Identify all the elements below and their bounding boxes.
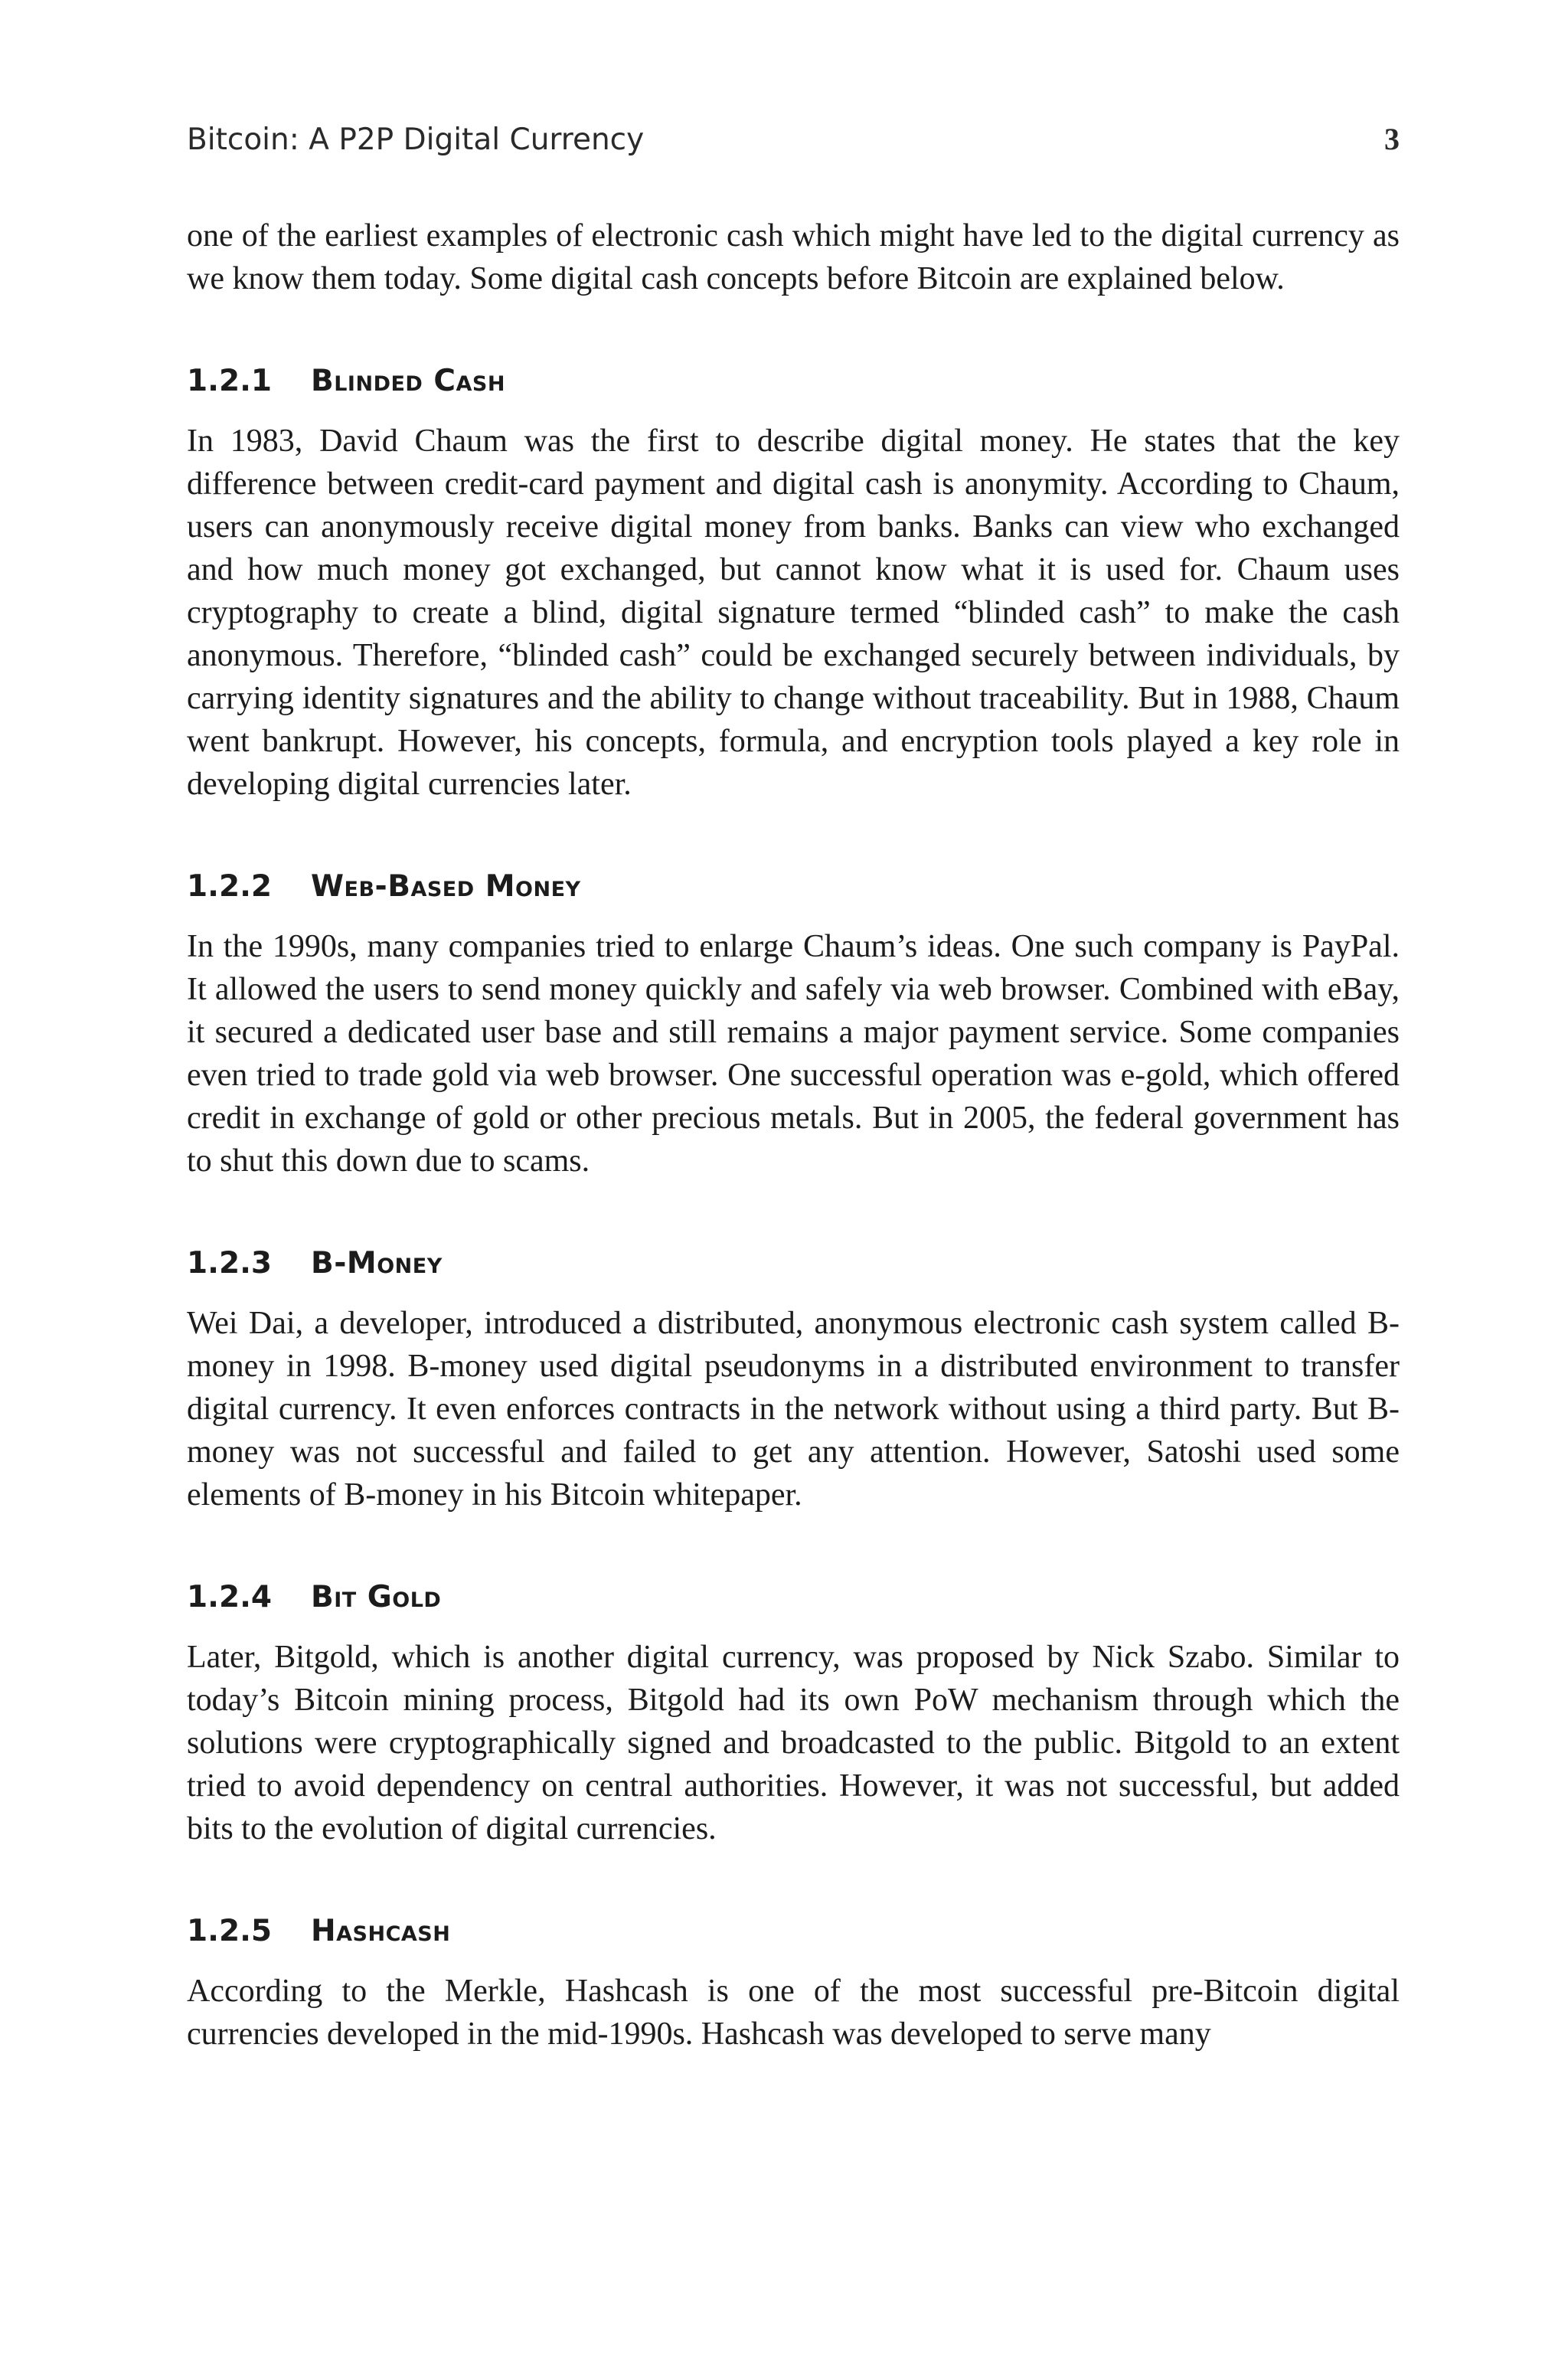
section-number: 1.2.4 [187,1580,273,1614]
section-heading [187,1241,1400,1287]
running-header [187,115,1400,164]
section-heading [187,1575,1400,1621]
section-title: Blinded Cash [311,364,505,398]
section-heading [187,1908,1400,1954]
section-hashcash [187,1908,1400,2056]
section-number: 1.2.5 [187,1914,273,1948]
running-title: Bitcoin: A P2P Digital Currency [187,123,645,157]
section-blinded-cash [187,358,1400,806]
section-paragraph: Wei Dai, a developer, introduced a distributed, anonymous electronic cash system called B-money in 1998. B-money used digital pseudonyms in a distributed environment to transfer digital currency. It even enforces contracts in the network without using a third party. But B-money was not successful and failed to get any attention. However, Satoshi used some elements of B-money in his Bitcoin whitepaper. [187,1306,1400,1513]
intro-paragraph: one of the earliest examples of electronic cash which might have led to the digital currency as we know them today. Some digital cash concepts before Bitcoin are explained below. [187,218,1400,296]
section-paragraph: Later, Bitgold, which is another digital currency, was proposed by Nick Szabo. Similar to today’s Bitcoin mining process, Bitgold had its own PoW mechanism through which the solutions were cryptographically signed and broadcasted to the public. Bitgold to an extent tried to avoid dependency on central authorities. However, it was not successful, but added bits to the evolution of digital currencies. [187,1640,1400,1846]
section-title: Bit Gold [311,1580,442,1614]
section-number: 1.2.1 [187,364,273,398]
section-paragraph: According to the Merkle, Hashcash is one of the most successful pre-Bitcoin digital currencies developed in the mid-1990s. Hashcash was developed to serve many [187,1974,1400,2052]
section-paragraph: In the 1990s, many companies tried to enlarge Chaum’s ideas. One such company is PayPal. It allowed the users to send money quickly and safely via web browser. Combined with eBay, it secured a dedicated user base and still remains a major payment service. Some companies even tried to trade gold via web browser. One successful operation was e-gold, which offered credit in exchange of gold or other precious metals. But in 2005, the federal government has to shut this down due to scams. [187,929,1400,1179]
section-heading [187,864,1400,910]
page-number: 3 [1384,122,1400,156]
section-heading [187,358,1400,404]
section-paragraph: In 1983, David Chaum was the first to describe digital money. He states that the key difference between credit-card payment and digital cash is anonymity. According to Chaum, users can anonymously receive digital money from banks. Banks can view who exchanged and how much money got exchanged, but cannot know what it is used for. Chaum uses cryptography to create a blind, digital signature termed “blinded cash” to make the cash anonymous. Therefore, “blinded cash” could be exchanged securely between individuals, by carrying identity signatures and the ability to change without traceability. But in 1988, Chaum went bankrupt. However, his concepts, formula, and encryption tools played a key role in developing digital currencies later. [187,424,1400,802]
section-web-based-money [187,864,1400,1182]
section-title: Hashcash [311,1914,451,1948]
section-bit-gold [187,1575,1400,1850]
book-page [187,115,1400,2056]
section-title: B-Money [311,1246,443,1280]
section-title: Web-Based Money [311,869,581,904]
section-number: 1.2.2 [187,869,273,904]
section-b-money [187,1241,1400,1516]
section-number: 1.2.3 [187,1246,273,1280]
